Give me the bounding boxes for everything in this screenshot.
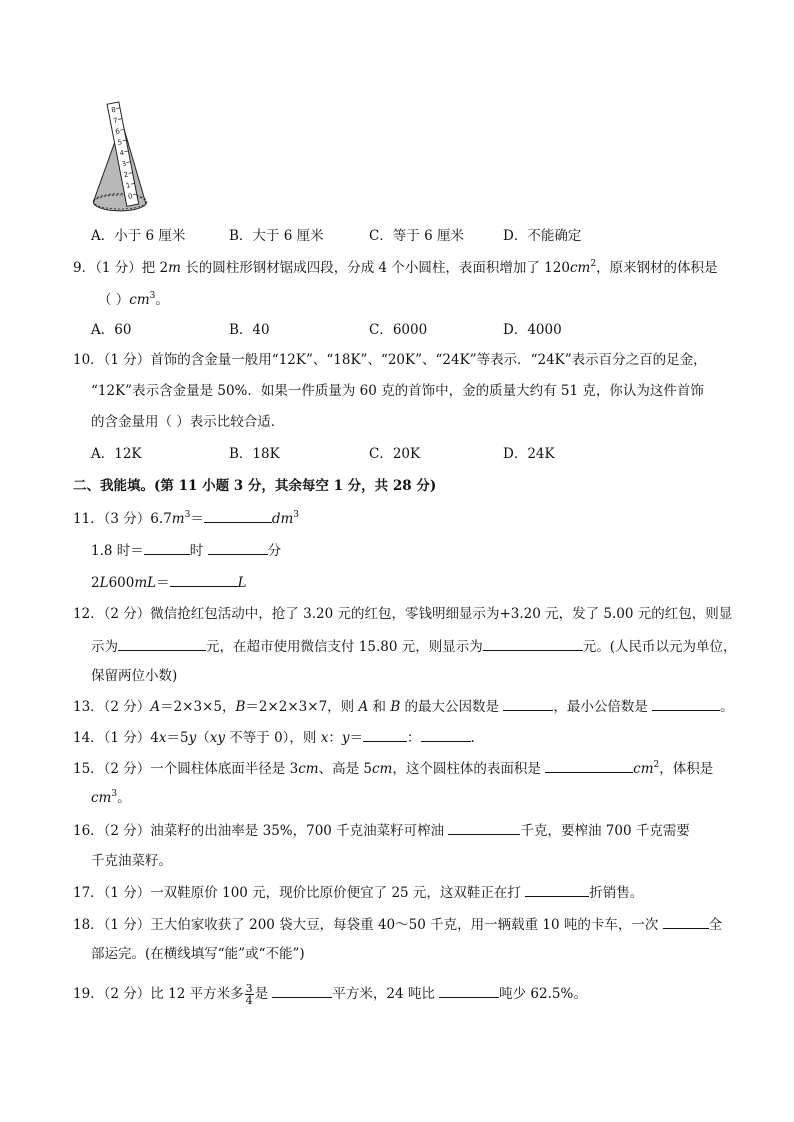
q19-blank-2[interactable] [439, 983, 499, 998]
q16-text: 千克，要榨油 700 千克需要 [520, 823, 690, 839]
q11-text: 1.8 时＝ [91, 543, 144, 559]
q9-exp: 2 [590, 259, 597, 269]
q9-option-c[interactable]: C．6000 [369, 322, 428, 338]
q14-var: y [341, 730, 350, 746]
q14-text: ： [407, 730, 421, 746]
q15-unit: cm [371, 761, 393, 777]
q15-text: 15．（2 分）一个圆柱体底面半径是 3 [73, 761, 299, 777]
q11-line2 [91, 540, 281, 561]
q11-blank-3[interactable] [208, 540, 268, 555]
q12-blank-1[interactable] [118, 636, 206, 651]
q11-text: 时 [189, 543, 208, 559]
q11-text: ＝ [190, 511, 204, 527]
q19-fraction [245, 983, 254, 1006]
q8-option-d[interactable]: D．不能确定 [503, 228, 582, 244]
q19-fraction-denominator: 4 [245, 994, 253, 1007]
q8-option-a[interactable]: A．小于 6 厘米 [91, 228, 186, 244]
q10-option-c[interactable]: C．20K [369, 446, 421, 462]
q11-unit: L [99, 575, 109, 591]
q10-line3: 的含金量用（ ）表示比较合适． [91, 414, 285, 430]
q12-line1: 12．（2 分）微信抢红包活动中，抢了 3.20 元的红包，零钱明细显示为+3.20 元，发了 5.00 元的红包，则显 [73, 606, 733, 622]
q11-exp: 3 [293, 510, 300, 520]
q9-unit-cm: cm [129, 292, 150, 308]
q11-text: 2 [91, 575, 100, 591]
q18-line2: 部运完。(在横线填写“能”或“不能”) [91, 946, 305, 962]
q13-text: 。 [720, 699, 734, 715]
q10-option-a[interactable]: A．12K [91, 446, 142, 462]
q11-unit: L [237, 575, 247, 591]
q11-blank-4[interactable] [170, 572, 238, 587]
q13-var: A [150, 699, 161, 715]
q12-line2 [91, 636, 737, 657]
q13-var: B [390, 699, 401, 715]
q9-answer-blank[interactable]: （ ） [98, 292, 130, 308]
ruler-tick-label: 1 [125, 181, 132, 191]
q16-text: 16．（2 分）油菜籽的出油率是 35%，700 千克油菜籽可榨油 [73, 823, 449, 839]
q14-blank-1[interactable] [363, 727, 407, 742]
q9-option-d[interactable]: D．4000 [503, 322, 562, 338]
q19-text: 是 [254, 986, 273, 1002]
q14-text: ： [328, 730, 342, 746]
q18-blank-1[interactable] [663, 914, 709, 929]
q12-line3: 保留两位小数) [91, 668, 178, 684]
q18-text: 全 [708, 917, 723, 933]
q10-option-d[interactable]: D．24K [503, 446, 555, 462]
q13-blank-2[interactable] [652, 696, 720, 711]
q14-blank-2[interactable] [421, 727, 471, 742]
q9-exp: 3 [149, 291, 156, 301]
q13-text: ，最小公倍数是 [553, 699, 653, 715]
q15-exp: 2 [653, 760, 660, 770]
q14-var: y [188, 730, 197, 746]
q18-line1 [73, 914, 722, 935]
q13-blank-1[interactable] [503, 696, 553, 711]
q12-text: 示为 [91, 639, 118, 655]
q8-option-c[interactable]: C．等于 6 厘米 [369, 228, 465, 244]
q14-text: （ [196, 730, 210, 746]
q10-option-b[interactable]: B．18K [229, 446, 280, 462]
ruler-tick-label: 4 [118, 148, 125, 158]
q12-text: 元。(人民币以元为单位， [582, 639, 737, 655]
q11-unit: mL [134, 575, 157, 591]
q17-blank-1[interactable] [525, 882, 589, 897]
section-2-title: 二、我能填。(第 11 小题 3 分，其余每空 1 分，共 28 分) [73, 478, 437, 494]
q9-unit-cm: cm [569, 260, 591, 276]
cone-ruler-figure [86, 100, 166, 216]
q19-fraction-numerator: 3 [245, 982, 253, 995]
q17-text: 折销售。 [589, 885, 644, 901]
q9-text: 。 [155, 292, 169, 308]
q14-text: ＝5 [166, 730, 189, 746]
q11-unit: dm [271, 511, 294, 527]
q10-line1: 10．（1 分）首饰的含金量一般用“12K”、“18K”、“20K”、“24K”等表示．“24K”表示百分之百的足金， [73, 352, 707, 368]
q14-var: xy [209, 730, 226, 746]
ruler-tick-label: 7 [112, 116, 119, 126]
q11-text: ＝ [156, 575, 170, 591]
q11-text: 11．（3 分）6.7 [73, 511, 172, 527]
q11-exp: 3 [184, 510, 191, 520]
q15-unit: cm [633, 761, 654, 777]
q9-text: 长的圆柱形钢材锯成四段，分成 4 个小圆柱，表面积增加了 120 [180, 260, 570, 276]
q11-unit: m [171, 511, 185, 527]
q19-line [73, 983, 587, 1006]
ruler-tick-label: 3 [121, 159, 127, 169]
ruler-tick-label: 5 [116, 138, 123, 147]
q9-line2 [98, 290, 169, 310]
q15-line1 [73, 758, 713, 779]
q15-text: 、高是 5 [318, 761, 372, 777]
q19-text: 19．（2 分）比 12 平方米多 [73, 986, 244, 1002]
q11-text: 600 [108, 575, 135, 591]
q14-var: x [158, 730, 167, 746]
q13-var: A [358, 699, 369, 715]
q9-option-b[interactable]: B．40 [229, 322, 270, 338]
q15-text: 。 [117, 790, 131, 806]
q15-unit: cm [298, 761, 319, 777]
q14-line [73, 727, 475, 748]
ruler-tick-label: 6 [114, 127, 121, 137]
q16-line2: 千克油菜籽。 [91, 853, 172, 869]
q14-text: ＝ [349, 730, 363, 746]
q11-blank-2[interactable] [144, 540, 190, 555]
q16-blank-1[interactable] [448, 820, 520, 835]
q19-text: 平方米，24 吨比 [332, 986, 440, 1002]
q13-text: ＝2×3×5， [160, 699, 236, 715]
q11-line3 [91, 572, 247, 593]
q9-line1 [73, 258, 718, 278]
q19-text: 吨少 62.5%。 [499, 986, 587, 1002]
q10-line2: “12K”表示含金量是 50%．如果一件质量为 60 克的首饰中，金的质量大约有 51 克，你认为这件首饰 [91, 383, 704, 399]
q15-text: ，这个圆柱体的表面积是 [392, 761, 546, 777]
q9-unit-m: m [168, 260, 181, 276]
q17-text: 17．（1 分）一双鞋原价 100 元，现价比原价便宜了 25 元，这双鞋正在打 [73, 885, 526, 901]
q11-line1 [73, 508, 299, 529]
q18-text: 18．（1 分）王大伯家收获了 200 袋大豆，每袋重 40～50 千克，用一辆载重 10 吨的卡车，一次 [73, 917, 663, 933]
q14-text: 14．（1 分）4 [73, 730, 159, 746]
q14-text: . [470, 730, 475, 746]
q13-text: 的最大公因数是 [400, 699, 504, 715]
q15-blank-1[interactable] [545, 758, 633, 773]
q9-option-a[interactable]: A．60 [91, 322, 132, 338]
q15-unit: cm [91, 790, 112, 806]
q11-text: 分 [267, 543, 282, 559]
ruler-tick-label: 0 [127, 192, 134, 201]
q12-blank-2[interactable] [483, 636, 583, 651]
q9-text: ，原来钢材的体积是 [596, 260, 718, 276]
q15-exp: 3 [111, 789, 118, 799]
q17-line [73, 882, 643, 903]
ruler-tick-label: 2 [123, 170, 130, 180]
q8-option-b[interactable]: B．大于 6 厘米 [229, 228, 324, 244]
q11-blank-1[interactable] [204, 508, 272, 523]
ruler-tick-label: 8 [110, 105, 117, 115]
q9-text: 9．（1 分）把 2 [73, 260, 169, 276]
q12-text: 元，在超市使用微信支付 15.80 元，则显示为 [206, 639, 483, 655]
q13-text: 和 [368, 699, 391, 715]
q13-var: B [235, 699, 246, 715]
q14-text: 不等于 0），则 [225, 730, 321, 746]
q13-text: ＝2×2×3×7，则 [245, 699, 359, 715]
q19-blank-1[interactable] [272, 983, 332, 998]
q13-line [73, 696, 734, 717]
q15-text: ，体积是 [659, 761, 714, 777]
q13-text: 13．（2 分） [73, 699, 151, 715]
q16-line1 [73, 820, 690, 841]
q14-var: x [320, 730, 329, 746]
q15-line2 [91, 788, 131, 808]
